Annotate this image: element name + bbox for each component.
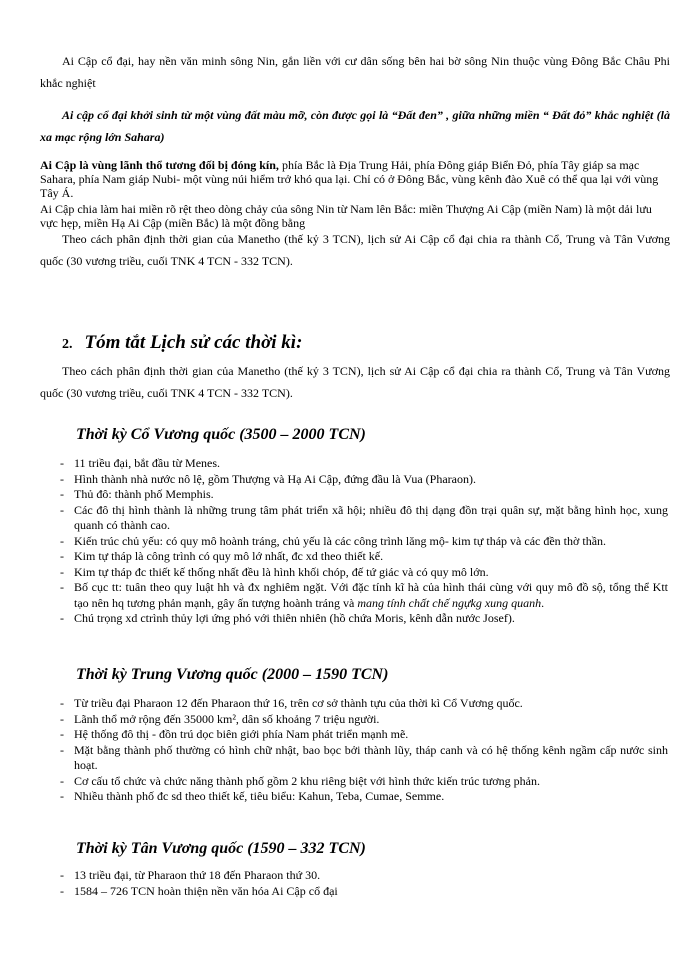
list-item: - 11 triều đại, bắt đầu từ Menes.	[60, 456, 668, 472]
list-item: - 1584 – 726 TCN hoàn thiện nền văn hóa Ai Cập cổ đại	[60, 884, 668, 900]
middle-kingdom-list	[60, 696, 668, 805]
old-kingdom-list	[60, 456, 668, 627]
list-item: - Từ triều đại Pharaon 12 đến Pharaon thứ 16, trên cơ sở thành tựu của thời kì Cổ Vương quốc.	[60, 696, 668, 712]
intro-paragraph-2: Ai cập cổ đại khởi sinh từ một vùng đất màu mỡ, còn được gọi là “Đất đen” , giữa những miền “ Đất đỏ” khắc nghiệt (là xa mạc rộng lớn Sahara)	[40, 108, 670, 144]
list-item-end: .	[541, 595, 545, 610]
list-item: - Hệ thống đô thị - đồn trú dọc biên giới phía Nam phát triển mạnh mẽ.	[60, 727, 668, 743]
section-heading	[62, 332, 302, 354]
list-item: - Mặt bằng thành phố thường có hình chữ nhật, bao bọc bởi thành lũy, tháp canh và có hệ thống kênh ngầm cấp nước sinh hoạt.	[60, 743, 668, 774]
section-number: 2.	[62, 337, 73, 352]
list-item: - Cơ cấu tổ chức và chức năng thành phố gồm 2 khu riêng biệt với hình thức kiến trúc tương phản.	[60, 774, 668, 790]
section-title: Tóm tắt Lịch sử các thời kì:	[84, 332, 303, 353]
list-item: - Nhiều thành phố đc sd theo thiết kế, tiêu biểu: Kahun, Teba, Cumae, Semme.	[60, 789, 668, 805]
list-item: - Kim tự tháp là công trình có quy mô lớ nhất, đc xd theo thiết kế.	[60, 549, 668, 565]
intro-paragraph-3-bold: Ai Cập là vùng lãnh thổ tương đối bị đóng kín,	[40, 158, 279, 172]
old-kingdom-heading: Thời kỳ Cổ Vương quốc (3500 – 2000 TCN)	[76, 426, 366, 443]
middle-kingdom-heading: Thời kỳ Trung Vương quốc (2000 – 1590 TCN)	[76, 666, 389, 683]
list-item: - Các đô thị hình thành là những trung tâm phát triển xã hội; nhiều đô thị dạng đồn trại quân sự, mặt bằng hình học, xung quanh có thành cao.	[60, 503, 668, 534]
intro-paragraph-4: Ai Cập chia làm hai miền rõ rệt theo dòng chảy của sông Nin từ Nam lên Bắc: miền Thượng Ai Cập (miền Nam) là một dải lưu vực hẹp, miền Hạ Ai Cập (miền Bắc) là một đồng bằng	[40, 202, 652, 230]
list-item: - Lãnh thổ mở rộng đến 35000 km², dân số khoảng 7 triệu người.	[60, 712, 668, 728]
list-item: - Chú trọng xd ctrình thủy lợi ứng phó với thiên nhiên (hồ chứa Moris, kênh dẫn nước Josef).	[60, 611, 668, 627]
new-kingdom-list	[60, 868, 668, 899]
list-item: - Thủ đô: thành phố Memphis.	[60, 487, 668, 503]
list-item: - Kim tự tháp đc thiết kế thống nhất đều là hình khối chóp, đế tứ giác và có quy mô lớn.	[60, 565, 668, 581]
intro-paragraph-3	[40, 158, 670, 200]
new-kingdom-heading: Thời kỳ Tân Vương quốc (1590 – 332 TCN)	[76, 840, 366, 857]
list-item: - 13 triều đại, từ Pharaon thứ 18 đến Pharaon thứ 30.	[60, 868, 668, 884]
intro-paragraph-3-rest: phía Bắc là Địa Trung Hải, phía Đông giáp Biển Đỏ, phía Tây giáp sa mạc Sahara, phía Nam giáp Nubi- một vùng núi hiểm trở khó qua lại. Chỉ có ở Đông Bắc, vùng kênh đào Xuê có thể qua lại với vùng Tây Á.	[40, 158, 659, 200]
list-item: - Kiến trúc chủ yếu: có quy mô hoành tráng, chủ yếu là các công trình lăng mộ- kim tự tháp và các đền thờ thần.	[60, 534, 668, 550]
section-intro-paragraph: Theo cách phân định thời gian của Manetho (thế kỷ 3 TCN), lịch sử Ai Cập cổ đại chia ra thành Cổ, Trung và Tân Vương quốc (30 vương triều, cuối TNK 4 TCN - 332 TCN).	[40, 364, 670, 400]
list-item-italic-text: mang tính chất chế ngựkg xung quanh	[357, 595, 542, 610]
list-item: - Hình thành nhà nước nô lệ, gồm Thượng và Hạ Ai Cập, đứng đầu là Vua (Pharaon).	[60, 472, 668, 488]
intro-paragraph-5: Theo cách phân định thời gian của Manetho (thế kỷ 3 TCN), lịch sử Ai Cập cổ đại chia ra thành Cổ, Trung và Tân Vương quốc (30 vương triều, cuối TNK 4 TCN - 332 TCN).	[40, 232, 670, 268]
list-item	[60, 580, 668, 611]
intro-paragraph-1: Ai Cập cổ đại, hay nền văn minh sông Nin, gắn liền với cư dân sống bên hai bờ sông Nin thuộc vùng Đông Bắc Châu Phi khắc nghiệt	[40, 54, 670, 90]
list-item-text: Bố cục tt: tuân theo quy luật hh và đx nghiêm ngặt. Với đặc tính kĩ hà của hình thái cùng với quy mô đồ sộ, tổng thể Ktt tạo nên hq tương phản mạnh, gây ấn tượng hoành tráng và	[74, 580, 668, 610]
